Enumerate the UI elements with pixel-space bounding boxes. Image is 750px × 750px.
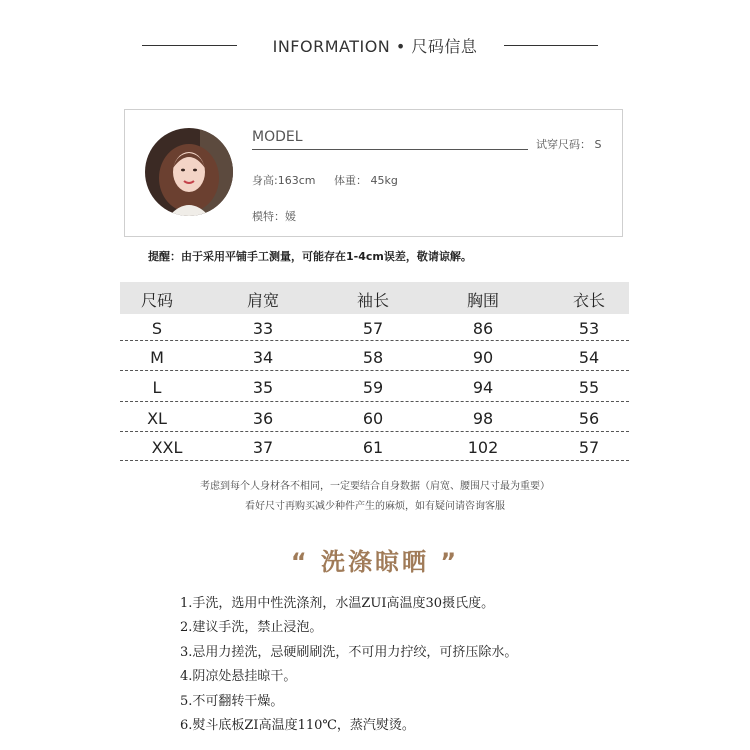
- table-header-cell: 衣长: [572, 291, 605, 310]
- table-cell: 90: [472, 348, 494, 367]
- table-cell: 86: [472, 319, 494, 338]
- size-note-line-2: 看好尺寸再购买减少种件产生的麻烦，如有疑问请咨询客服: [245, 501, 505, 512]
- row-divider: [120, 460, 629, 461]
- care-instructions-list: [180, 594, 517, 740]
- model-card: [124, 109, 623, 237]
- size-note-line-1: 考虑到每个人身材各不相同，一定要结合自身数据（肩宽、腰围尺寸最为重要）: [200, 481, 550, 492]
- table-cell: 61: [362, 438, 384, 457]
- table-cell: 56: [578, 409, 600, 428]
- table-cell: 57: [362, 319, 384, 338]
- measurement-notice: 提醒：由于采用平铺手工测量，可能存在1-4cm误差，敬请谅解。: [148, 250, 472, 263]
- care-item: 2.建议手洗，禁止浸泡。: [180, 620, 323, 636]
- table-cell: 102: [467, 438, 499, 457]
- model-name: 模特：媛: [252, 210, 296, 223]
- table-header-cell: 肩宽: [246, 291, 279, 310]
- table-cell: 54: [578, 348, 600, 367]
- wash-section-title: “ 洗涤晾晒 ”: [290, 548, 460, 576]
- table-cell: 36: [252, 409, 274, 428]
- section-title-information: INFORMATION • 尺码信息: [272, 37, 478, 56]
- care-item: 5.不可翻转干燥。: [180, 693, 284, 709]
- model-height: 身高:163cm: [252, 174, 316, 187]
- table-cell: 60: [362, 409, 384, 428]
- table-cell: 59: [362, 378, 384, 397]
- table-cell: 94: [472, 378, 494, 397]
- table-cell: 57: [578, 438, 600, 457]
- try-size: 试穿尺码： S: [536, 138, 602, 151]
- table-cell: 55: [578, 378, 600, 397]
- row-divider: [120, 431, 629, 432]
- table-header-cell: 袖长: [356, 291, 389, 310]
- model-label: MODEL: [252, 129, 303, 145]
- table-cell: 53: [578, 319, 600, 338]
- table-header-cell: 胸围: [466, 291, 499, 310]
- model-underline: [252, 149, 528, 150]
- table-cell: M: [150, 348, 164, 367]
- table-cell: 33: [252, 319, 274, 338]
- row-divider: [120, 370, 629, 371]
- care-item: 3.忌用力搓洗，忌硬刷刷洗，不可用力拧绞，可挤压除水。: [180, 644, 518, 660]
- table-cell: XL: [147, 409, 167, 428]
- model-weight: 体重： 45kg: [334, 174, 398, 187]
- table-cell: 37: [252, 438, 274, 457]
- row-divider: [120, 340, 629, 341]
- care-item: 4.阴凉处悬挂晾干。: [180, 669, 297, 685]
- table-cell: 98: [472, 409, 494, 428]
- table-cell: 35: [252, 378, 274, 397]
- table-cell: 58: [362, 348, 384, 367]
- table-cell: XXL: [151, 438, 183, 457]
- table-cell: 34: [252, 348, 274, 367]
- row-divider: [120, 401, 629, 402]
- header-line-right: [504, 45, 598, 46]
- care-item: 1.手洗，选用中性洗涤剂，水温ZUI高温度30摄氏度。: [180, 596, 495, 611]
- table-cell: S: [151, 319, 163, 338]
- care-item: 6.熨斗底板ZI高温度110℃，蒸汽熨烫。: [180, 717, 415, 733]
- table-cell: L: [152, 378, 162, 397]
- table-header-cell: 尺码: [140, 291, 173, 310]
- model-avatar: [145, 128, 233, 216]
